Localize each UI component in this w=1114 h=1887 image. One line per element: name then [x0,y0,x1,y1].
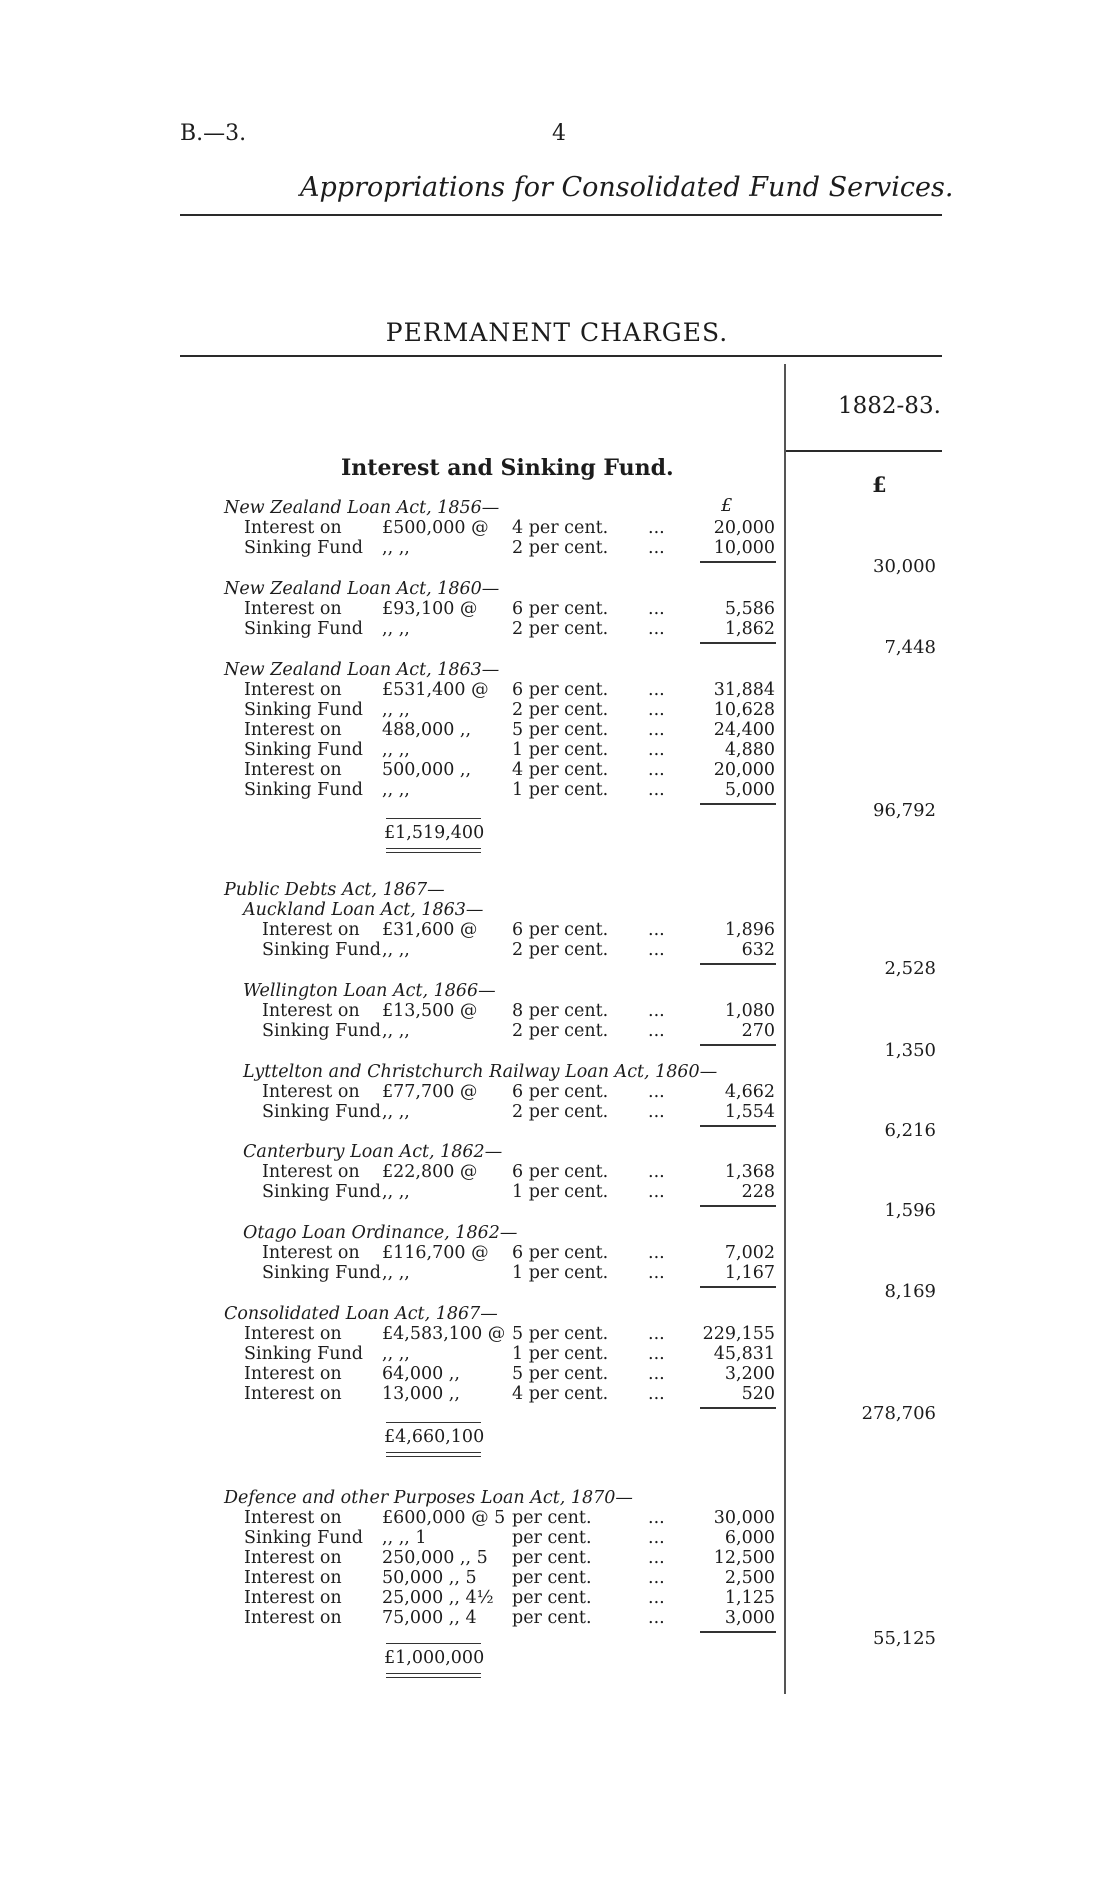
ledger-row [0,1243,775,1263]
row-dots: ... [648,920,665,940]
row-rate: per cent. [512,1548,592,1568]
row-principal: ,, ,, [382,619,410,639]
row-rate: 6 per cent. [512,680,609,700]
row-amount: 1,368 [724,1162,775,1182]
ledger-row [0,1508,775,1528]
loan-sub-act-heading: Otago Loan Ordinance, 1862— [243,1223,518,1243]
group-total: 55,125 [873,1628,936,1649]
group-subtotal-rule [700,1205,776,1207]
ledger-row [0,740,775,760]
ledger-row [0,720,775,740]
row-dots: ... [648,538,665,558]
principal-total-rule [386,1422,481,1423]
row-type: Sinking Fund [244,700,363,720]
row-amount: 1,080 [724,1001,775,1021]
principal-total-rule [386,1643,481,1644]
row-dots: ... [648,1508,665,1528]
row-amount: 229,155 [702,1324,775,1344]
year-column-header: 1882-83. [838,393,941,419]
row-rate: 1 per cent. [512,780,609,800]
row-principal: £531,400 @ [382,680,489,700]
row-principal: £31,600 @ [382,920,478,940]
ledger-row [0,760,775,780]
group-total: 30,000 [873,556,936,577]
row-amount: 20,000 [713,518,775,538]
ledger-row [0,1162,775,1182]
row-amount: 6,000 [724,1528,775,1548]
ledger-row [0,1082,775,1102]
row-dots: ... [648,1324,665,1344]
row-principal: 75,000 ,, 4 [382,1608,477,1628]
row-rate: 5 per cent. [512,1324,609,1344]
subsection-title: Interest and Sinking Fund. [341,455,674,481]
document-title: Appropriations for Consolidated Fund Services. [300,172,954,203]
row-type: Interest on [244,1384,342,1404]
row-rate: per cent. [512,1528,592,1548]
row-dots: ... [648,740,665,760]
row-rate: 5 per cent. [512,1364,609,1384]
row-amount: 7,002 [724,1243,775,1263]
row-rate: 6 per cent. [512,599,609,619]
ledger-row [0,1102,775,1122]
ledger-row [0,619,775,639]
row-type: Interest on [244,760,342,780]
pound-detail-header: £ [721,495,733,516]
ledger-row [0,1548,775,1568]
principal-total: £1,000,000 [384,1648,485,1668]
group-subtotal-rule [700,963,776,965]
section-rule [180,355,942,357]
principal-total: £1,519,400 [384,823,485,843]
row-type: Sinking Fund [244,1528,363,1548]
row-dots: ... [648,1608,665,1628]
ledger-row [0,1568,775,1588]
document-reference: B.—3. [180,121,247,146]
row-amount: 270 [741,1021,775,1041]
row-type: Interest on [262,1243,360,1263]
ledger-row [0,1182,775,1202]
row-amount: 10,628 [713,700,775,720]
group-total: 96,792 [873,800,936,821]
row-dots: ... [648,760,665,780]
group-total: 7,448 [884,637,936,658]
principal-total-rule [386,818,481,819]
group-subtotal-rule [700,1044,776,1046]
row-dots: ... [648,1001,665,1021]
row-rate: 1 per cent. [512,1263,609,1283]
row-dots: ... [648,700,665,720]
row-rate: 5 per cent. [512,720,609,740]
group-subtotal-rule [700,803,776,805]
row-amount: 1,125 [724,1588,775,1608]
row-type: Sinking Fund [262,940,381,960]
row-dots: ... [648,1243,665,1263]
row-type: Interest on [262,1001,360,1021]
row-amount: 1,862 [724,619,775,639]
row-principal: £77,700 @ [382,1082,478,1102]
row-principal: £93,100 @ [382,599,478,619]
row-rate: 1 per cent. [512,1182,609,1202]
row-dots: ... [648,1021,665,1041]
group-total: 8,169 [884,1281,936,1302]
loan-sub-act-heading: Auckland Loan Act, 1863— [243,900,484,920]
ledger-row [0,538,775,558]
row-principal: £600,000 @ 5 [382,1508,506,1528]
group-subtotal-rule [700,561,776,563]
group-total: 1,350 [884,1040,936,1061]
page-number: 4 [552,121,566,146]
loan-sub-act-heading: Lyttelton and Christchurch Railway Loan Act, 1860— [243,1062,718,1082]
row-principal: 50,000 ,, 5 [382,1568,477,1588]
ledger-row [0,1588,775,1608]
group-subtotal-rule [700,1125,776,1127]
row-amount: 1,896 [724,920,775,940]
row-principal: ,, ,, [382,940,410,960]
row-amount: 45,831 [713,1344,775,1364]
row-type: Interest on [244,1548,342,1568]
row-rate: 4 per cent. [512,760,609,780]
row-type: Sinking Fund [244,1344,363,1364]
row-rate: 2 per cent. [512,1021,609,1041]
row-amount: 31,884 [713,680,775,700]
row-rate: 2 per cent. [512,538,609,558]
row-type: Interest on [244,518,342,538]
loan-sub-act-heading: Wellington Loan Act, 1866— [243,981,496,1001]
row-amount: 24,400 [713,720,775,740]
row-amount: 5,000 [724,780,775,800]
row-rate: 2 per cent. [512,1102,609,1122]
group-total: 278,706 [861,1403,936,1424]
row-principal: ,, ,, [382,1102,410,1122]
row-dots: ... [648,1364,665,1384]
loan-act-heading: Consolidated Loan Act, 1867— [224,1304,498,1324]
row-principal: £500,000 @ [382,518,489,538]
row-principal: ,, ,, [382,1344,410,1364]
row-type: Interest on [244,1324,342,1344]
row-type: Interest on [244,1608,342,1628]
row-type: Sinking Fund [244,780,363,800]
ledger-row [0,1384,775,1404]
group-subtotal-rule [700,1631,776,1633]
row-rate: per cent. [512,1608,592,1628]
row-principal: ,, ,, [382,538,410,558]
group-total: 1,596 [884,1200,936,1221]
loan-act-heading: New Zealand Loan Act, 1856— [224,498,500,518]
ledger-row [0,700,775,720]
row-amount: 3,200 [724,1364,775,1384]
row-rate: 1 per cent. [512,740,609,760]
row-amount: 4,880 [724,740,775,760]
row-amount: 1,167 [724,1263,775,1283]
row-type: Interest on [262,1162,360,1182]
row-rate: 2 per cent. [512,940,609,960]
row-rate: 6 per cent. [512,1082,609,1102]
row-amount: 3,000 [724,1608,775,1628]
row-principal: £4,583,100 @ [382,1324,506,1344]
row-type: Sinking Fund [262,1263,381,1283]
ledger-row [0,780,775,800]
principal-total-double-rule [386,1452,481,1457]
row-dots: ... [648,619,665,639]
row-amount: 520 [741,1384,775,1404]
row-amount: 4,662 [724,1082,775,1102]
row-dots: ... [648,518,665,538]
row-rate: 2 per cent. [512,619,609,639]
row-type: Interest on [244,1364,342,1384]
row-dots: ... [648,1384,665,1404]
row-principal: ,, ,, [382,700,410,720]
loan-act-heading: Public Debts Act, 1867— [224,880,445,900]
row-type: Sinking Fund [262,1021,381,1041]
row-dots: ... [648,1568,665,1588]
row-amount: 1,554 [724,1102,775,1122]
row-dots: ... [648,940,665,960]
row-principal: 250,000 ,, 5 [382,1548,488,1568]
pound-column-header: £ [872,472,887,497]
loan-sub-act-heading: Canterbury Loan Act, 1862— [243,1142,503,1162]
ledger-row [0,1344,775,1364]
group-subtotal-rule [700,642,776,644]
row-rate: 6 per cent. [512,920,609,940]
row-principal: ,, ,, [382,1263,410,1283]
row-dots: ... [648,599,665,619]
ledger-row [0,1608,775,1628]
row-type: Interest on [244,1568,342,1588]
row-type: Interest on [262,920,360,940]
ledger-row [0,1528,775,1548]
row-rate: per cent. [512,1588,592,1608]
row-type: Sinking Fund [244,740,363,760]
group-total: 6,216 [884,1120,936,1141]
principal-total: £4,660,100 [384,1427,485,1447]
group-subtotal-rule [700,1407,776,1409]
row-type: Interest on [244,720,342,740]
row-type: Interest on [244,599,342,619]
group-total: 2,528 [884,958,936,979]
row-dots: ... [648,680,665,700]
row-dots: ... [648,1162,665,1182]
title-rule [180,214,942,216]
row-type: Interest on [244,680,342,700]
row-principal: ,, ,, [382,1182,410,1202]
row-dots: ... [648,1588,665,1608]
row-rate: 6 per cent. [512,1243,609,1263]
row-principal: 500,000 ,, [382,760,472,780]
row-principal: ,, ,, [382,1021,410,1041]
row-principal: ,, ,, [382,780,410,800]
row-rate: 4 per cent. [512,1384,609,1404]
row-type: Sinking Fund [262,1182,381,1202]
row-rate: 4 per cent. [512,518,609,538]
row-rate: per cent. [512,1568,592,1588]
row-dots: ... [648,780,665,800]
row-dots: ... [648,1548,665,1568]
row-amount: 12,500 [713,1548,775,1568]
group-subtotal-rule [700,1286,776,1288]
row-type: Interest on [262,1082,360,1102]
row-dots: ... [648,1182,665,1202]
row-dots: ... [648,720,665,740]
ledger-row [0,1324,775,1344]
principal-total-double-rule [386,1673,481,1678]
row-amount: 5,586 [724,599,775,619]
row-amount: 30,000 [713,1508,775,1528]
principal-total-double-rule [386,848,481,853]
ledger-row [0,518,775,538]
row-principal: £116,700 @ [382,1243,489,1263]
row-principal: 25,000 ,, 4½ [382,1588,494,1608]
loan-act-heading: New Zealand Loan Act, 1860— [224,579,500,599]
row-amount: 2,500 [724,1568,775,1588]
row-principal: 13,000 ,, [382,1384,460,1404]
row-type: Interest on [244,1508,342,1528]
ledger-row [0,599,775,619]
row-amount: 632 [741,940,775,960]
year-header-rule [786,450,942,452]
row-dots: ... [648,1528,665,1548]
ledger-row [0,1001,775,1021]
row-type: Interest on [244,1588,342,1608]
ledger-row [0,1021,775,1041]
row-type: Sinking Fund [244,538,363,558]
row-principal: ,, ,, 1 [382,1528,427,1548]
row-rate: per cent. [512,1508,592,1528]
row-principal: £13,500 @ [382,1001,478,1021]
loan-act-heading: Defence and other Purposes Loan Act, 1870— [224,1488,633,1508]
row-amount: 20,000 [713,760,775,780]
ledger-row [0,680,775,700]
row-dots: ... [648,1263,665,1283]
section-title: PERMANENT CHARGES. [385,318,729,347]
ledger-row [0,1364,775,1384]
row-rate: 1 per cent. [512,1344,609,1364]
row-dots: ... [648,1082,665,1102]
row-rate: 2 per cent. [512,700,609,720]
row-dots: ... [648,1344,665,1364]
row-type: Sinking Fund [244,619,363,639]
loan-act-heading: New Zealand Loan Act, 1863— [224,660,500,680]
row-rate: 6 per cent. [512,1162,609,1182]
ledger-row [0,1263,775,1283]
row-type: Sinking Fund [262,1102,381,1122]
row-dots: ... [648,1102,665,1122]
ledger-row [0,920,775,940]
row-rate: 8 per cent. [512,1001,609,1021]
row-principal: ,, ,, [382,740,410,760]
column-divider [784,364,786,1694]
row-amount: 228 [741,1182,775,1202]
row-amount: 10,000 [713,538,775,558]
row-principal: £22,800 @ [382,1162,478,1182]
ledger-row [0,940,775,960]
row-principal: 64,000 ,, [382,1364,460,1384]
row-principal: 488,000 ,, [382,720,472,740]
